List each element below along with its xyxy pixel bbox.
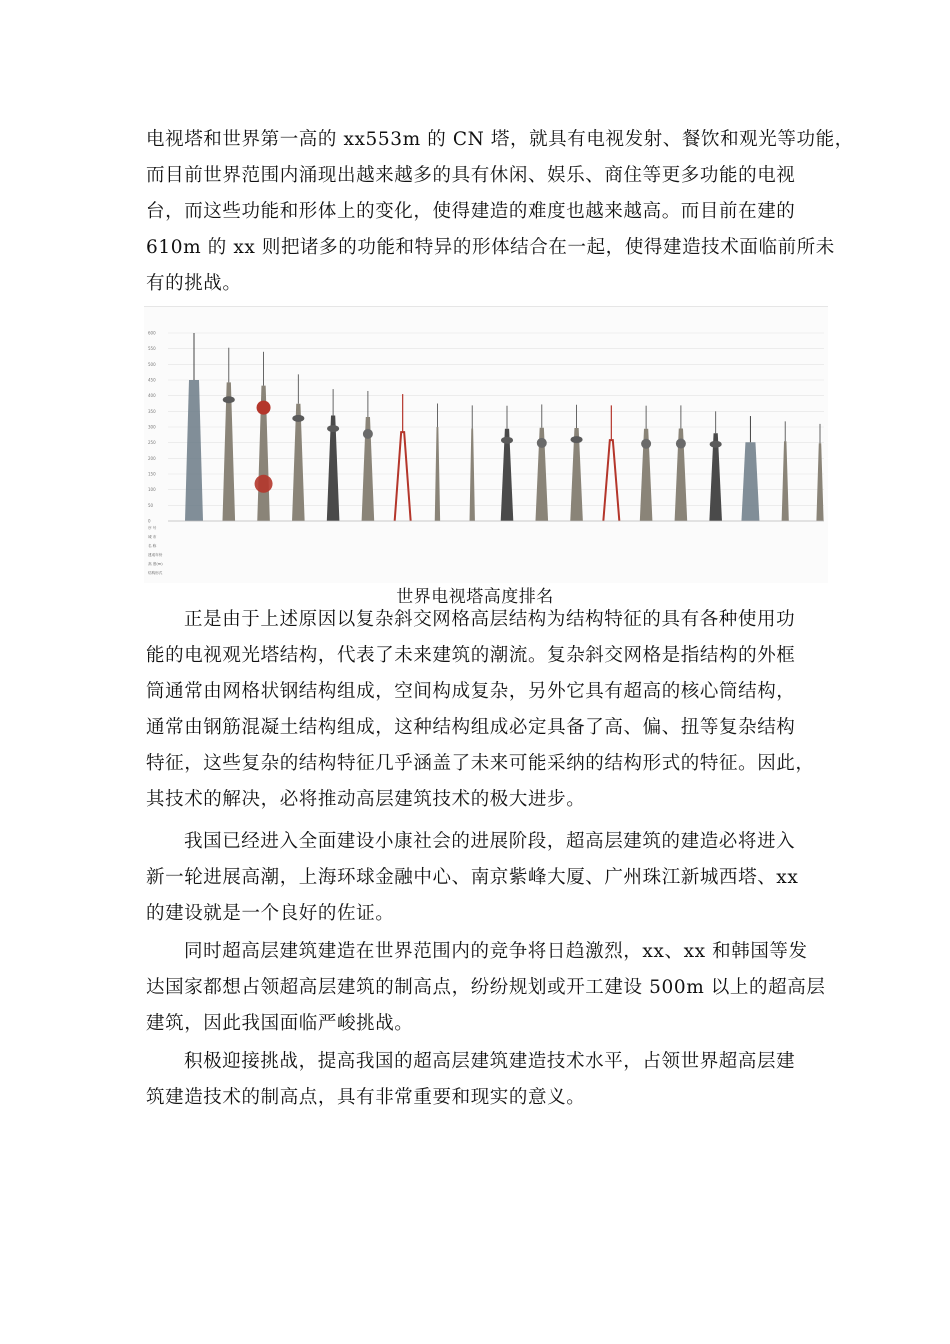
- body-paragraph-2: [146, 824, 816, 932]
- row-label: 城 市: [148, 535, 157, 539]
- text-line: 建筑，因此我国面临严峻挑战。: [146, 1013, 414, 1034]
- text-line: 筑建造技术的制高点，具有非常重要和现实的意义。: [146, 1087, 586, 1108]
- text-line: 通常由钢筋混凝土结构组成，这种结构组成必定具备了高、偏、扭等复杂结构: [146, 717, 796, 738]
- tower-lattice: [603, 440, 619, 521]
- text-line: 有的挑战。: [146, 273, 242, 294]
- text-line: 台，而这些功能和形体上的变化，使得建造的难度也越来越高。而目前在建的: [146, 201, 796, 222]
- tower-pod: [223, 396, 235, 403]
- row-label: 建成年份: [148, 553, 163, 557]
- tower-lattice: [185, 380, 203, 521]
- tower-sphere: [676, 439, 686, 449]
- y-tick-label: 150: [148, 471, 156, 477]
- row-label: 高 度(m): [148, 562, 163, 566]
- text-line: 610m 的 xx 则把诸多的功能和特异的形体结合在一起，使得建造技术面临前所未: [146, 237, 835, 258]
- tower-sphere: [257, 401, 271, 415]
- text-line: 新一轮进展高潮，上海环球金融中心、南京紫峰大厦、广州珠江新城西塔、xx: [146, 867, 799, 888]
- y-tick-label: 50: [148, 502, 154, 508]
- y-tick-label: 550: [148, 346, 156, 352]
- text-line: 达国家都想占领超高层建筑的制高点，纷纷规划或开工建设 500m 以上的超高层: [146, 977, 826, 998]
- body-paragraph-4: [146, 1044, 816, 1116]
- text-line: 而目前世界范围内涌现出越来越多的具有休闲、娱乐、商住等更多功能的电视: [146, 165, 796, 186]
- row-label: 结构形式: [148, 571, 163, 575]
- text-line: 特征，这些复杂的结构特征几乎涵盖了未来可能采纳的结构形式的特征。因此，: [146, 753, 815, 774]
- tower-pod: [501, 437, 513, 444]
- tower-pod: [571, 436, 583, 443]
- text-line: 筒通常由网格状钢结构组成，空间构成复杂，另外它具有超高的核心筒结构，: [146, 681, 796, 702]
- y-tick-label: 600: [148, 330, 156, 336]
- row-label: 序 号: [148, 526, 157, 530]
- tower-pod: [710, 441, 722, 448]
- text-line: 电视塔和世界第一高的 xx553m 的 CN 塔，就具有电视发射、餐饮和观光等功能，: [146, 129, 854, 150]
- tower-shaft: [816, 443, 823, 521]
- tower-pod: [292, 415, 304, 422]
- tower-pod: [327, 425, 339, 432]
- tower-illustration: [144, 307, 828, 583]
- text-line: 的建设就是一个良好的佐证。: [146, 903, 395, 924]
- body-paragraph-3: [146, 934, 826, 1042]
- tv-tower-height-figure: [144, 306, 828, 583]
- y-tick-label: 200: [148, 455, 156, 461]
- tower-sphere: [255, 475, 273, 493]
- tower-sphere: [641, 439, 651, 449]
- figure-caption: 世界电视塔高度排名: [396, 587, 554, 607]
- text-line: 同时超高层建筑建造在世界范围内的竞争将日趋激烈，xx、xx 和韩国等发: [184, 941, 808, 962]
- y-tick-label: 300: [148, 424, 156, 430]
- y-tick-label: 250: [148, 440, 156, 446]
- text-line: 其技术的解决，必将推动高层建筑技术的极大进步。: [146, 789, 586, 810]
- intro-paragraph: [146, 122, 854, 302]
- tower-sphere: [537, 438, 547, 448]
- y-tick-label: 350: [148, 408, 156, 414]
- y-tick-label: 500: [148, 361, 156, 367]
- text-line: 正是由于上述原因以复杂斜交网格高层结构为结构特征的具有各种使用功: [184, 609, 796, 630]
- tower-lattice: [741, 442, 759, 521]
- tower-sphere: [363, 429, 373, 439]
- tower-shaft: [782, 441, 789, 521]
- tower-lattice: [395, 432, 411, 521]
- row-label: 名 称: [148, 544, 157, 548]
- body-paragraph-1: [146, 602, 816, 818]
- y-tick-label: 100: [148, 487, 156, 493]
- y-tick-label: 0: [148, 518, 151, 524]
- y-tick-label: 450: [148, 377, 156, 383]
- y-tick-label: 400: [148, 393, 156, 399]
- text-line: 积极迎接挑战，提高我国的超高层建筑建造技术水平，占领世界超高层建: [184, 1051, 796, 1072]
- text-line: 我国已经进入全面建设小康社会的进展阶段，超高层建筑的建造必将进入: [184, 831, 796, 852]
- text-line: 能的电视观光塔结构，代表了未来建筑的潮流。复杂斜交网格是指结构的外框: [146, 645, 796, 666]
